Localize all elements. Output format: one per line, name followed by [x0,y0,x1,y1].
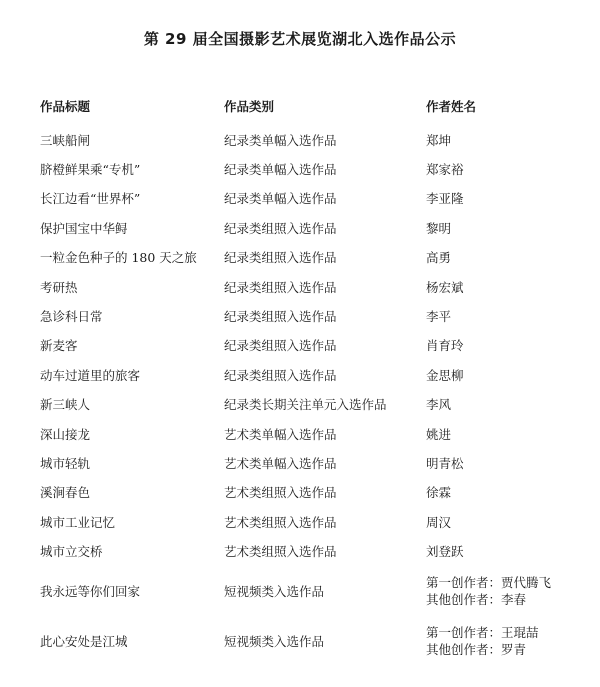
table-row [40,390,580,419]
table-header [40,95,580,117]
work-category: 纪录类组照入选作品 [224,220,337,236]
work-category: 短视频类入选作品 [224,633,325,649]
header-category: 作品类别 [224,99,275,114]
work-author: 高勇 [426,250,452,266]
work-title: 一粒金色种子的 180 天之旅 [40,250,197,266]
work-category: 纪录类单幅入选作品 [224,132,337,148]
table-row [40,213,580,242]
work-author: 李风 [426,397,452,413]
work-author: 姚进 [426,426,452,442]
work-title: 考研热 [40,279,78,295]
work-title: 溪涧春色 [40,485,91,501]
work-title: 新麦客 [40,338,78,354]
work-author: 明青松 [426,455,464,471]
work-title: 我永远等你们回家 [40,583,141,599]
work-title: 长江边看“世界杯” [40,191,141,207]
table-row [40,272,580,301]
table-row [40,360,580,389]
work-title: 三峡船闸 [40,132,91,148]
work-title: 城市工业记忆 [40,514,116,530]
work-author: 黎明 [426,220,452,236]
work-category: 短视频类入选作品 [224,583,325,599]
other-creator: 其他创作者：罗青 [426,641,527,657]
work-category: 纪录类组照入选作品 [224,279,337,295]
table-row [40,125,580,154]
page-title: 第 29 届全国摄影艺术展览湖北入选作品公示 [143,30,457,48]
first-creator: 第一创作者：贾代腾飞 [426,574,552,590]
nominee-table [40,95,580,666]
work-category: 艺术类组照入选作品 [224,485,337,501]
table-row [40,331,580,360]
table-row [40,566,580,616]
work-authors [426,624,539,658]
first-creator: 第一创作者：王琨喆 [426,624,539,640]
table-row [40,507,580,536]
work-author: 杨宏斌 [426,279,464,295]
work-title: 动车过道里的旅客 [40,367,141,383]
work-title: 保护国宝中华鲟 [40,220,128,236]
work-title: 此心安处是江城 [40,633,128,649]
work-author: 李亚隆 [426,191,464,207]
work-author: 肖育玲 [426,338,464,354]
work-author: 周汉 [426,514,452,530]
other-creator: 其他创作者：李春 [426,591,527,607]
work-author: 李平 [426,309,452,325]
table-row [40,536,580,565]
table-row [40,154,580,183]
work-title: 脐橙鲜果乘“专机” [40,162,141,178]
work-category: 纪录类组照入选作品 [224,250,337,266]
work-category: 纪录类单幅入选作品 [224,162,337,178]
work-title: 深山接龙 [40,426,91,442]
work-title: 新三峡人 [40,397,91,413]
work-category: 纪录类组照入选作品 [224,367,337,383]
work-category: 纪录类单幅入选作品 [224,191,337,207]
header-title: 作品标题 [40,99,91,114]
table-row [40,301,580,330]
work-category: 纪录类组照入选作品 [224,309,337,325]
work-authors [426,574,551,608]
table-row [40,448,580,477]
work-author: 刘登跃 [426,544,464,560]
work-category: 纪录类组照入选作品 [224,338,337,354]
work-category: 纪录类长期关注单元入选作品 [224,397,387,413]
work-title: 城市轻轨 [40,455,91,471]
work-title: 城市立交桥 [40,544,103,560]
table-row [40,243,580,272]
table-row [40,616,580,666]
work-author: 郑家裕 [426,162,464,178]
work-category: 艺术类组照入选作品 [224,544,337,560]
table-row [40,419,580,448]
work-category: 艺术类组照入选作品 [224,514,337,530]
work-title: 急诊科日常 [40,309,103,325]
header-author: 作者姓名 [426,99,477,114]
work-author: 徐霖 [426,485,452,501]
work-author: 郑坤 [426,132,452,148]
work-category: 艺术类单幅入选作品 [224,455,337,471]
work-author: 金思柳 [426,367,464,383]
work-category: 艺术类单幅入选作品 [224,426,337,442]
table-row [40,184,580,213]
table-row [40,478,580,507]
